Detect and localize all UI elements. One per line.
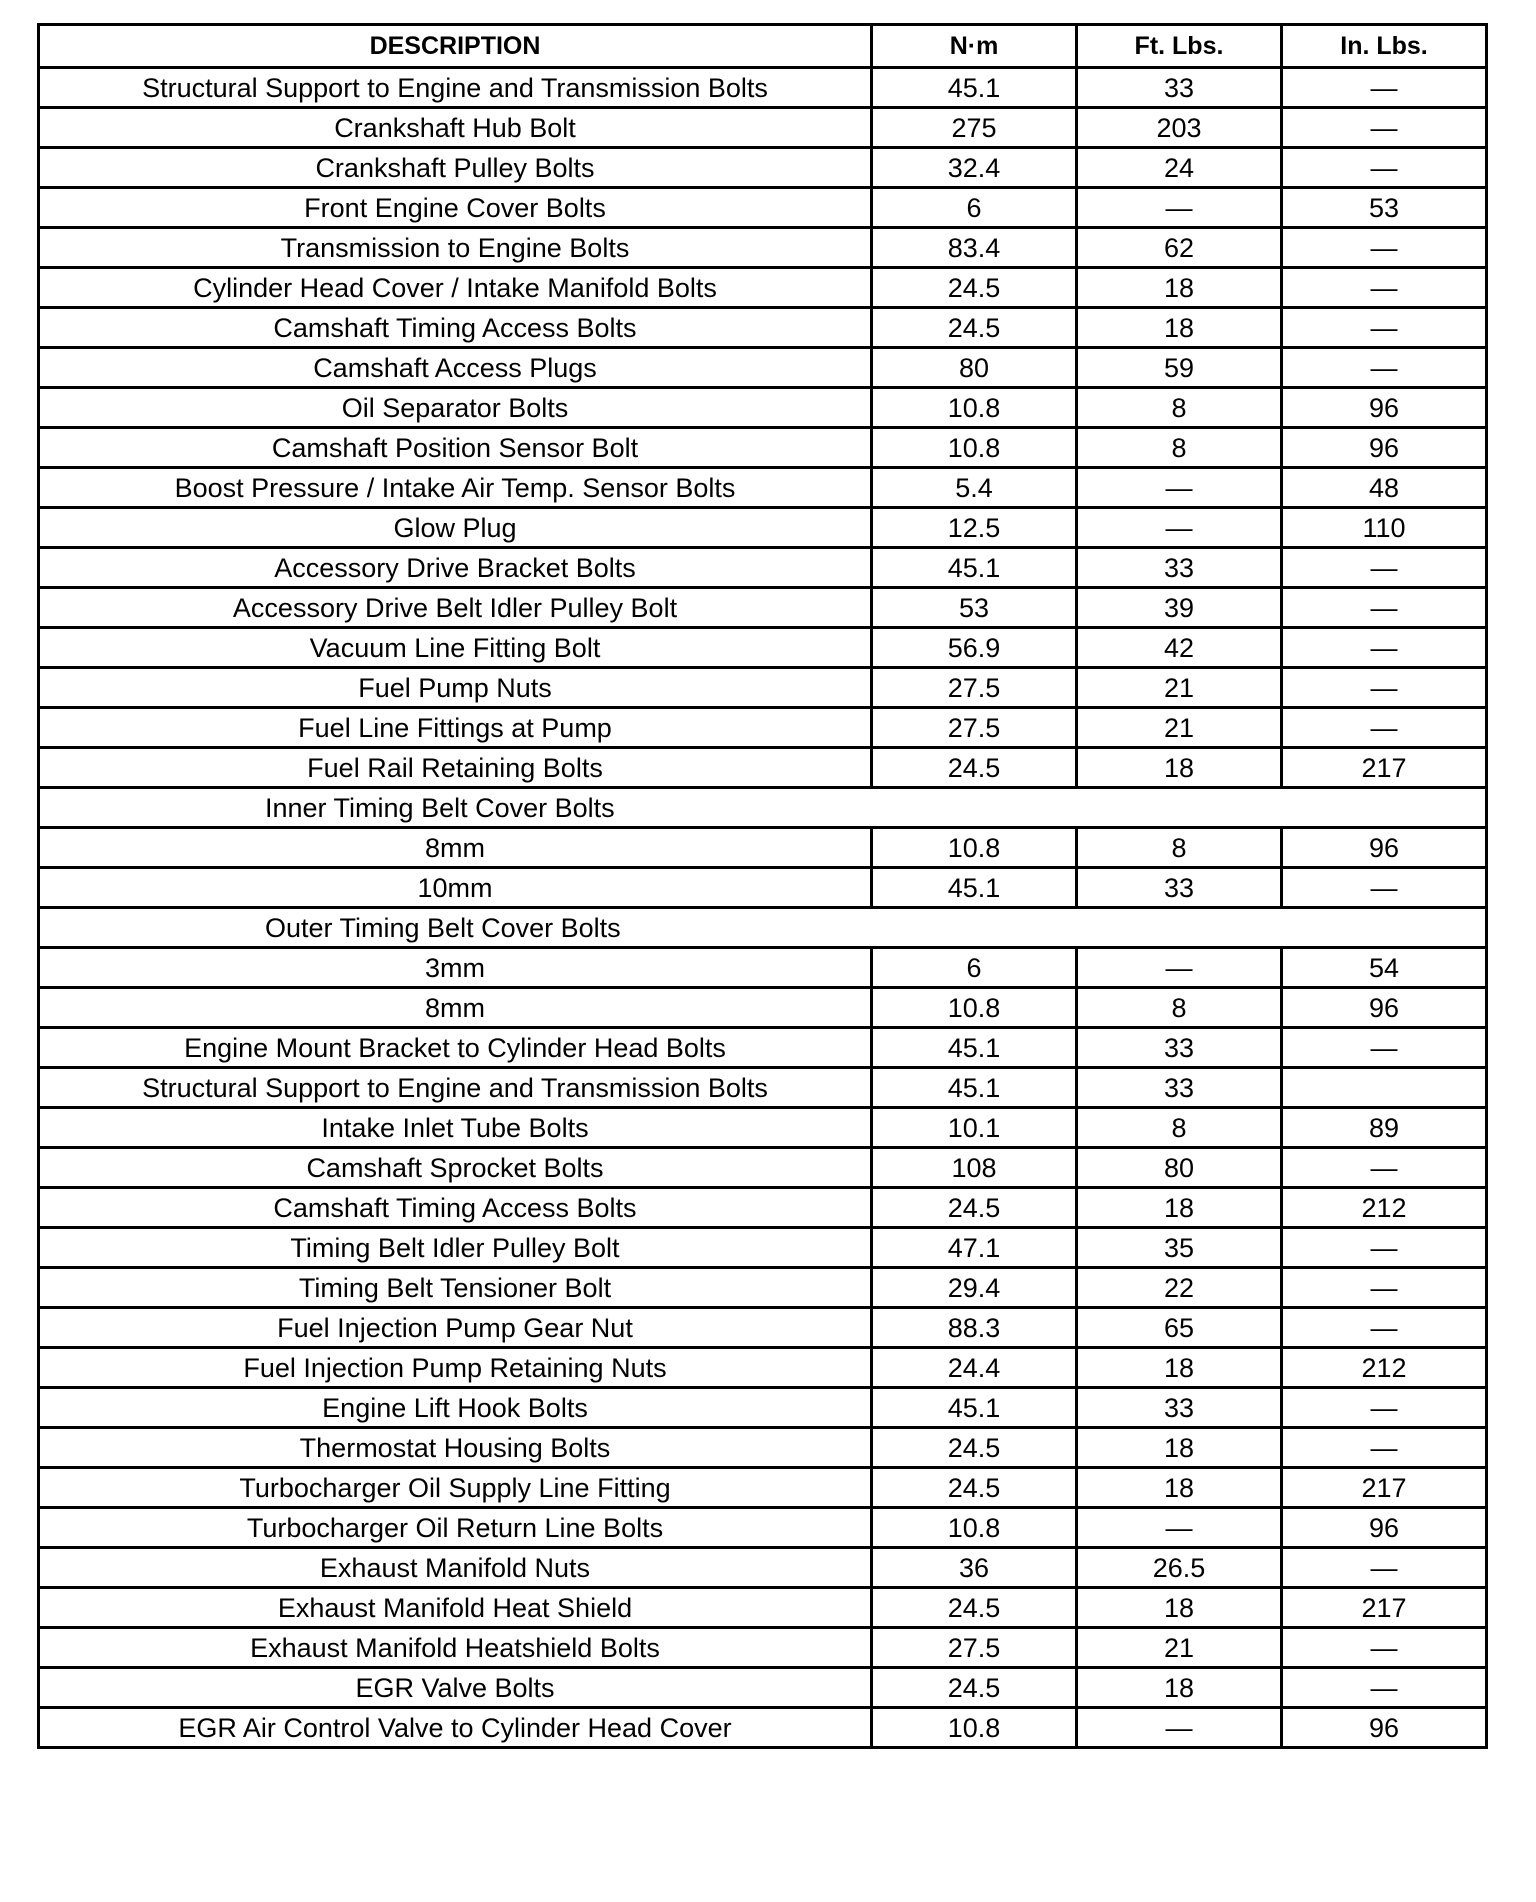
cell-newton-meters: 24.5	[872, 308, 1077, 348]
cell-foot-pounds: 18	[1077, 748, 1282, 788]
cell-newton-meters: 27.5	[872, 668, 1077, 708]
cell-newton-meters: 80	[872, 348, 1077, 388]
table-row	[39, 1148, 1487, 1188]
cell-foot-pounds: —	[1077, 948, 1282, 988]
table-row	[39, 188, 1487, 228]
cell-foot-pounds: 18	[1077, 1588, 1282, 1628]
cell-inch-pounds: 48	[1282, 468, 1487, 508]
cell-newton-meters: 10.8	[872, 1508, 1077, 1548]
cell-description: Camshaft Position Sensor Bolt	[39, 428, 872, 468]
table-row	[39, 1308, 1487, 1348]
cell-newton-meters: 10.8	[872, 828, 1077, 868]
table-row	[39, 1548, 1487, 1588]
cell-newton-meters: 24.5	[872, 1188, 1077, 1228]
table-row	[39, 828, 1487, 868]
cell-foot-pounds: 24	[1077, 148, 1282, 188]
cell-inch-pounds: —	[1282, 308, 1487, 348]
table-row	[39, 468, 1487, 508]
cell-description: Glow Plug	[39, 508, 872, 548]
table-header	[39, 25, 1487, 68]
cell-inch-pounds: —	[1282, 1228, 1487, 1268]
cell-newton-meters: 47.1	[872, 1228, 1077, 1268]
cell-newton-meters: 24.5	[872, 748, 1077, 788]
cell-inch-pounds: —	[1282, 1628, 1487, 1668]
table-row	[39, 1588, 1487, 1628]
cell-newton-meters: 27.5	[872, 1628, 1077, 1668]
cell-foot-pounds: —	[1077, 188, 1282, 228]
table-row	[39, 1228, 1487, 1268]
cell-foot-pounds: 39	[1077, 588, 1282, 628]
table-row	[39, 588, 1487, 628]
cell-newton-meters: 24.5	[872, 268, 1077, 308]
cell-foot-pounds: 42	[1077, 628, 1282, 668]
cell-foot-pounds: 80	[1077, 1148, 1282, 1188]
cell-foot-pounds: 18	[1077, 1468, 1282, 1508]
table-row	[39, 1628, 1487, 1668]
table-row	[39, 1508, 1487, 1548]
cell-description: Fuel Injection Pump Gear Nut	[39, 1308, 872, 1348]
cell-foot-pounds: 18	[1077, 268, 1282, 308]
cell-foot-pounds: 33	[1077, 68, 1282, 108]
table-row	[39, 628, 1487, 668]
cell-newton-meters: 53	[872, 588, 1077, 628]
cell-newton-meters: 36	[872, 1548, 1077, 1588]
table-row	[39, 108, 1487, 148]
cell-newton-meters: 10.8	[872, 388, 1077, 428]
cell-description: Oil Separator Bolts	[39, 388, 872, 428]
cell-description: Cylinder Head Cover / Intake Manifold Bolts	[39, 268, 872, 308]
cell-foot-pounds: 33	[1077, 1028, 1282, 1068]
header-row	[39, 25, 1487, 68]
cell-inch-pounds: —	[1282, 588, 1487, 628]
cell-foot-pounds: 33	[1077, 1388, 1282, 1428]
table-row	[39, 1388, 1487, 1428]
cell-description: Accessory Drive Bracket Bolts	[39, 548, 872, 588]
table-row	[39, 1708, 1487, 1748]
cell-inch-pounds: 110	[1282, 508, 1487, 548]
table-row	[39, 228, 1487, 268]
cell-description: Vacuum Line Fitting Bolt	[39, 628, 872, 668]
cell-foot-pounds: 18	[1077, 1188, 1282, 1228]
cell-inch-pounds: 217	[1282, 748, 1487, 788]
cell-newton-meters: 56.9	[872, 628, 1077, 668]
cell-inch-pounds: —	[1282, 268, 1487, 308]
cell-foot-pounds: 8	[1077, 1108, 1282, 1148]
header-foot-pounds: Ft. Lbs.	[1077, 25, 1282, 68]
table-row	[39, 1268, 1487, 1308]
cell-newton-meters: 24.5	[872, 1668, 1077, 1708]
cell-description: Fuel Injection Pump Retaining Nuts	[39, 1348, 872, 1388]
cell-newton-meters: 6	[872, 188, 1077, 228]
cell-foot-pounds: 65	[1077, 1308, 1282, 1348]
header-description: DESCRIPTION	[39, 25, 872, 68]
cell-foot-pounds: 59	[1077, 348, 1282, 388]
cell-description: Crankshaft Hub Bolt	[39, 108, 872, 148]
group-title: Inner Timing Belt Cover Bolts	[39, 788, 1487, 828]
cell-foot-pounds: 33	[1077, 1068, 1282, 1108]
cell-foot-pounds: 8	[1077, 828, 1282, 868]
cell-newton-meters: 83.4	[872, 228, 1077, 268]
table-row	[39, 1428, 1487, 1468]
table-row	[39, 148, 1487, 188]
cell-description: Structural Support to Engine and Transmission Bolts	[39, 68, 872, 108]
table-row	[39, 508, 1487, 548]
table-row	[39, 68, 1487, 108]
cell-inch-pounds: —	[1282, 668, 1487, 708]
cell-foot-pounds: 203	[1077, 108, 1282, 148]
cell-newton-meters: 5.4	[872, 468, 1077, 508]
table-row	[39, 1108, 1487, 1148]
cell-foot-pounds: 18	[1077, 1428, 1282, 1468]
cell-foot-pounds: —	[1077, 1508, 1282, 1548]
cell-foot-pounds: 21	[1077, 1628, 1282, 1668]
cell-newton-meters: 275	[872, 108, 1077, 148]
cell-description: Front Engine Cover Bolts	[39, 188, 872, 228]
table-row	[39, 708, 1487, 748]
cell-description: Engine Lift Hook Bolts	[39, 1388, 872, 1428]
cell-description: Fuel Rail Retaining Bolts	[39, 748, 872, 788]
cell-inch-pounds: —	[1282, 348, 1487, 388]
cell-description: 8mm	[39, 828, 872, 868]
cell-foot-pounds: —	[1077, 508, 1282, 548]
table-row	[39, 1348, 1487, 1388]
cell-inch-pounds: —	[1282, 628, 1487, 668]
cell-inch-pounds: 89	[1282, 1108, 1487, 1148]
cell-description: Exhaust Manifold Heat Shield	[39, 1588, 872, 1628]
cell-foot-pounds: 8	[1077, 388, 1282, 428]
table-row	[39, 988, 1487, 1028]
cell-newton-meters: 45.1	[872, 68, 1077, 108]
cell-description: Timing Belt Idler Pulley Bolt	[39, 1228, 872, 1268]
cell-newton-meters: 45.1	[872, 548, 1077, 588]
group-title: Outer Timing Belt Cover Bolts	[39, 908, 1487, 948]
cell-description: Transmission to Engine Bolts	[39, 228, 872, 268]
cell-newton-meters: 32.4	[872, 148, 1077, 188]
cell-description: Timing Belt Tensioner Bolt	[39, 1268, 872, 1308]
cell-newton-meters: 88.3	[872, 1308, 1077, 1348]
cell-inch-pounds: —	[1282, 1388, 1487, 1428]
table-row	[39, 308, 1487, 348]
cell-inch-pounds: —	[1282, 1268, 1487, 1308]
torque-spec-table	[37, 23, 1488, 1749]
cell-inch-pounds: —	[1282, 68, 1487, 108]
table-row	[39, 1188, 1487, 1228]
cell-foot-pounds: 62	[1077, 228, 1282, 268]
cell-foot-pounds: —	[1077, 468, 1282, 508]
cell-description: Camshaft Timing Access Bolts	[39, 308, 872, 348]
cell-inch-pounds: 53	[1282, 188, 1487, 228]
cell-inch-pounds: 96	[1282, 988, 1487, 1028]
cell-inch-pounds	[1282, 1068, 1487, 1108]
cell-inch-pounds: —	[1282, 708, 1487, 748]
cell-newton-meters: 45.1	[872, 1388, 1077, 1428]
cell-inch-pounds: —	[1282, 1428, 1487, 1468]
table-row	[39, 1468, 1487, 1508]
cell-inch-pounds: —	[1282, 1548, 1487, 1588]
cell-inch-pounds: —	[1282, 108, 1487, 148]
header-newton-meters: N·m	[872, 25, 1077, 68]
table-row	[39, 868, 1487, 908]
cell-description: Accessory Drive Belt Idler Pulley Bolt	[39, 588, 872, 628]
cell-newton-meters: 29.4	[872, 1268, 1077, 1308]
cell-description: Crankshaft Pulley Bolts	[39, 148, 872, 188]
cell-description: Exhaust Manifold Nuts	[39, 1548, 872, 1588]
header-inch-pounds: In. Lbs.	[1282, 25, 1487, 68]
cell-newton-meters: 10.8	[872, 988, 1077, 1028]
cell-description: 10mm	[39, 868, 872, 908]
cell-inch-pounds: 54	[1282, 948, 1487, 988]
table-row	[39, 1028, 1487, 1068]
cell-description: Fuel Pump Nuts	[39, 668, 872, 708]
cell-newton-meters: 45.1	[872, 868, 1077, 908]
cell-foot-pounds: 8	[1077, 988, 1282, 1028]
cell-description: Exhaust Manifold Heatshield Bolts	[39, 1628, 872, 1668]
cell-newton-meters: 24.5	[872, 1428, 1077, 1468]
cell-foot-pounds: —	[1077, 1708, 1282, 1748]
cell-inch-pounds: 212	[1282, 1188, 1487, 1228]
cell-description: Thermostat Housing Bolts	[39, 1428, 872, 1468]
cell-description: Camshaft Timing Access Bolts	[39, 1188, 872, 1228]
cell-inch-pounds: —	[1282, 1668, 1487, 1708]
table-row	[39, 1668, 1487, 1708]
cell-inch-pounds: 96	[1282, 1508, 1487, 1548]
cell-newton-meters: 24.4	[872, 1348, 1077, 1388]
cell-newton-meters: 10.8	[872, 1708, 1077, 1748]
cell-description: EGR Air Control Valve to Cylinder Head Cover	[39, 1708, 872, 1748]
cell-foot-pounds: 33	[1077, 868, 1282, 908]
cell-inch-pounds: —	[1282, 1028, 1487, 1068]
cell-inch-pounds: —	[1282, 868, 1487, 908]
cell-foot-pounds: 33	[1077, 548, 1282, 588]
cell-description: Boost Pressure / Intake Air Temp. Sensor Bolts	[39, 468, 872, 508]
table-row	[39, 428, 1487, 468]
cell-inch-pounds: 96	[1282, 428, 1487, 468]
cell-description: Structural Support to Engine and Transmission Bolts	[39, 1068, 872, 1108]
table-row	[39, 948, 1487, 988]
cell-description: Fuel Line Fittings at Pump	[39, 708, 872, 748]
cell-newton-meters: 24.5	[872, 1588, 1077, 1628]
cell-foot-pounds: 8	[1077, 428, 1282, 468]
cell-inch-pounds: —	[1282, 548, 1487, 588]
cell-newton-meters: 24.5	[872, 1468, 1077, 1508]
cell-newton-meters: 10.8	[872, 428, 1077, 468]
cell-inch-pounds: 217	[1282, 1588, 1487, 1628]
cell-foot-pounds: 21	[1077, 668, 1282, 708]
cell-foot-pounds: 26.5	[1077, 1548, 1282, 1588]
cell-newton-meters: 108	[872, 1148, 1077, 1188]
table-body	[39, 68, 1487, 1748]
cell-inch-pounds: —	[1282, 1308, 1487, 1348]
cell-description: Turbocharger Oil Return Line Bolts	[39, 1508, 872, 1548]
cell-newton-meters: 6	[872, 948, 1077, 988]
cell-newton-meters: 10.1	[872, 1108, 1077, 1148]
cell-foot-pounds: 18	[1077, 1348, 1282, 1388]
cell-description: 3mm	[39, 948, 872, 988]
group-header-row	[39, 788, 1487, 828]
cell-inch-pounds: 96	[1282, 828, 1487, 868]
cell-inch-pounds: —	[1282, 148, 1487, 188]
cell-inch-pounds: —	[1282, 228, 1487, 268]
cell-inch-pounds: —	[1282, 1148, 1487, 1188]
table-row	[39, 668, 1487, 708]
cell-newton-meters: 45.1	[872, 1068, 1077, 1108]
cell-inch-pounds: 96	[1282, 1708, 1487, 1748]
cell-description: EGR Valve Bolts	[39, 1668, 872, 1708]
cell-foot-pounds: 18	[1077, 1668, 1282, 1708]
table-row	[39, 268, 1487, 308]
cell-description: Engine Mount Bracket to Cylinder Head Bolts	[39, 1028, 872, 1068]
cell-inch-pounds: 212	[1282, 1348, 1487, 1388]
table-row	[39, 348, 1487, 388]
cell-inch-pounds: 217	[1282, 1468, 1487, 1508]
table-row	[39, 388, 1487, 428]
cell-foot-pounds: 35	[1077, 1228, 1282, 1268]
cell-inch-pounds: 96	[1282, 388, 1487, 428]
cell-description: 8mm	[39, 988, 872, 1028]
group-header-row	[39, 908, 1487, 948]
cell-foot-pounds: 21	[1077, 708, 1282, 748]
cell-description: Camshaft Access Plugs	[39, 348, 872, 388]
cell-newton-meters: 27.5	[872, 708, 1077, 748]
table-row	[39, 548, 1487, 588]
cell-foot-pounds: 18	[1077, 308, 1282, 348]
cell-newton-meters: 12.5	[872, 508, 1077, 548]
cell-foot-pounds: 22	[1077, 1268, 1282, 1308]
cell-newton-meters: 45.1	[872, 1028, 1077, 1068]
cell-description: Turbocharger Oil Supply Line Fitting	[39, 1468, 872, 1508]
cell-description: Camshaft Sprocket Bolts	[39, 1148, 872, 1188]
table-row	[39, 748, 1487, 788]
cell-description: Intake Inlet Tube Bolts	[39, 1108, 872, 1148]
table-row	[39, 1068, 1487, 1108]
